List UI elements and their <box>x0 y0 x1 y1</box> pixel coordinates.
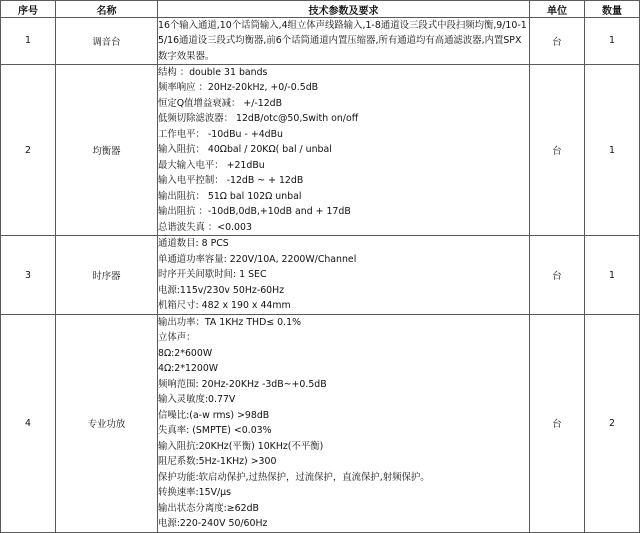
table-row <box>1 314 640 532</box>
row-qty: 1 <box>585 18 640 65</box>
requirement-paragraph: 16个输入通道,10个话筒输入,4组立体声线路输入,1-8通道设三段式中段扫频均衡,9/10-15/16通道设三段式均衡器,前6个话筒通道内置压缩器,所有通道均有高通滤波器,内置SPX数字效果器。 <box>158 20 527 62</box>
header-unit: 单位 <box>530 1 585 18</box>
table-row <box>1 236 640 315</box>
row-requirements <box>158 64 530 236</box>
header-requirements: 技术参数及要求 <box>158 1 530 18</box>
row-qty: 2 <box>585 314 640 532</box>
header-qty: 数量 <box>585 1 640 18</box>
requirement-line: 工作电平： -10dBu - +4dBu <box>158 128 283 140</box>
row-unit: 台 <box>530 314 585 532</box>
requirement-line: 总谐波失真 ：<0.003 <box>158 221 252 233</box>
row-name: 时序器 <box>56 236 158 315</box>
requirement-line: 频率响应 ：20Hz-20kHz, +0/-0.5dB <box>158 82 319 94</box>
requirement-line: 电源:115v/230v 50Hz-60Hz <box>158 284 285 296</box>
row-index: 4 <box>1 314 56 532</box>
table-row <box>1 64 640 236</box>
row-unit: 台 <box>530 236 585 315</box>
row-index: 2 <box>1 64 56 236</box>
requirement-line: 恒定Q值增益衰减： +/-12dB <box>158 97 283 109</box>
requirement-line: 8Ω:2*600W <box>158 347 213 359</box>
requirement-line: 输入阻抗： 40Ωbal / 20KΩ( bal / unbal <box>158 144 332 156</box>
requirement-line: 输出状态分离度:≥62dB <box>158 502 259 514</box>
header-index: 序号 <box>1 1 56 18</box>
requirement-line: 保护功能:软启动保护,过热保护，过流保护，直流保护,射频保护。 <box>158 471 430 483</box>
requirement-line: 输出阻抗 ：-10dB,0dB,+10dB and + 17dB <box>158 206 351 218</box>
row-index: 1 <box>1 18 56 65</box>
row-qty: 1 <box>585 64 640 236</box>
table-row <box>1 18 640 65</box>
requirement-line: 输入电平控制： -12dB ~ + 12dB <box>158 175 304 187</box>
requirement-line: 失真率: (SMPTE) <0.03% <box>158 425 272 437</box>
row-index: 3 <box>1 236 56 315</box>
row-requirements <box>158 236 530 315</box>
row-requirements <box>158 18 530 65</box>
row-name: 调音台 <box>56 18 158 65</box>
requirement-line: 4Ω:2*1200W <box>158 363 219 375</box>
requirement-line: 输入灵敏度:0.77V <box>158 394 236 406</box>
requirement-line: 输出功率：TA 1KHz THD≤ 0.1% <box>158 316 301 328</box>
header-row <box>1 1 640 18</box>
requirement-line: 结构 ：double 31 bands <box>158 66 268 78</box>
requirement-line: 低频切除滤波器： 12dB/otc@50,Swith on/off <box>158 113 359 125</box>
requirement-line: 输入阻抗:20KHz(平衡) 10KHz(不平衡) <box>158 440 324 452</box>
row-name: 均衡器 <box>56 64 158 236</box>
requirement-line: 最大输入电平： +21dBu <box>158 159 265 171</box>
requirement-line: 信噪比:(a-w rms) >98dB <box>158 409 270 421</box>
requirement-line: 机箱尺寸: 482 x 190 x 44mm <box>158 300 291 312</box>
row-name: 专业功放 <box>56 314 158 532</box>
requirement-line: 单通道功率容量: 220V/10A, 2200W/Channel <box>158 253 357 265</box>
requirement-line: 电源:220-240V 50/60Hz <box>158 518 268 530</box>
requirement-line: 频响范围: 20Hz-20KHz -3dB~+0.5dB <box>158 378 327 390</box>
requirement-line: 立体声： <box>158 332 196 344</box>
requirement-line: 阻尼系数:5Hz-1KHz) >300 <box>158 456 277 468</box>
requirement-line: 时序开关间歇时间: 1 SEC <box>158 269 267 281</box>
row-requirements <box>158 314 530 532</box>
row-unit: 台 <box>530 18 585 65</box>
row-unit: 台 <box>530 64 585 236</box>
requirement-line: 通道数目: 8 PCS <box>158 238 229 250</box>
requirement-line: 输出阻抗： 51Ω bal 102Ω unbal <box>158 190 302 202</box>
row-qty: 1 <box>585 236 640 315</box>
header-name: 名称 <box>56 1 158 18</box>
requirement-line: 转换速率:15V/μs <box>158 487 232 499</box>
